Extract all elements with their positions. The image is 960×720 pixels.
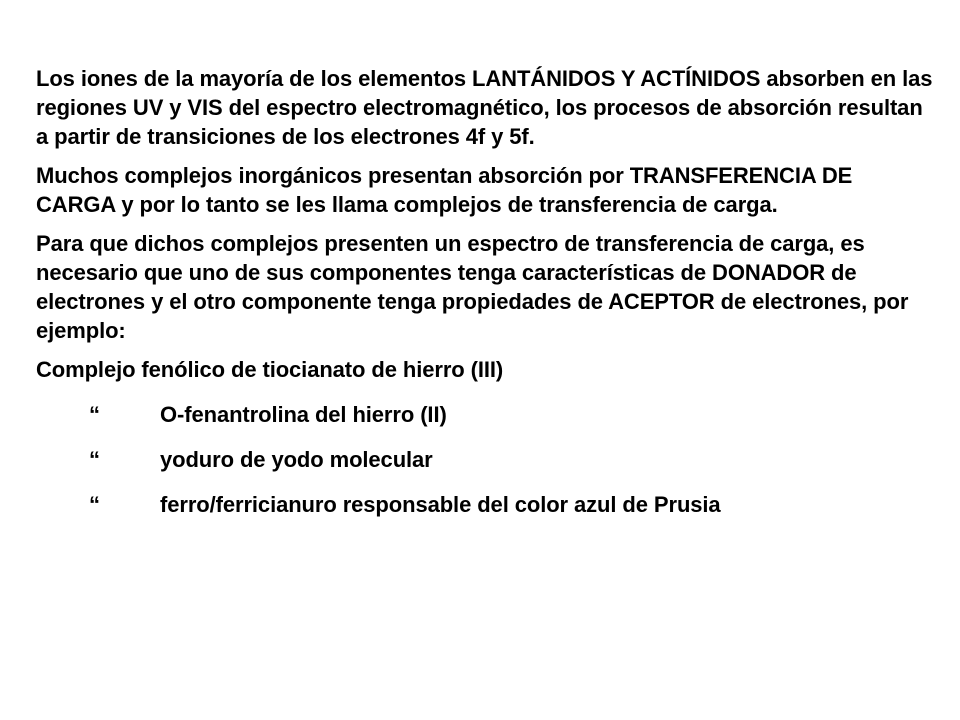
example-text: Complejo fenólico de tiocianato de hierro (III) bbox=[36, 357, 504, 382]
example-text: yoduro de yodo molecular bbox=[160, 447, 433, 472]
slide-content bbox=[36, 64, 936, 535]
example-item-2 bbox=[36, 400, 936, 429]
example-item-3 bbox=[36, 445, 936, 474]
example-item-1 bbox=[36, 355, 936, 384]
ditto-mark: “ bbox=[89, 402, 100, 427]
example-item-4 bbox=[36, 490, 936, 519]
paragraph-charge-transfer: Muchos complejos inorgánicos presentan absorción por TRANSFERENCIA DE CARGA y por lo tanto se les llama complejos de transferencia de carga. bbox=[36, 163, 853, 217]
example-text: O-fenantrolina del hierro (II) bbox=[160, 402, 447, 427]
example-text: ferro/ferricianuro responsable del color azul de Prusia bbox=[160, 492, 721, 517]
ditto-mark: “ bbox=[89, 492, 100, 517]
ditto-mark: “ bbox=[89, 447, 100, 472]
paragraph-lanthanides: Los iones de la mayoría de los elementos LANTÁNIDOS Y ACTÍNIDOS absorben en las regiones UV y VIS del espectro electromagnético, los procesos de absorción resultan a partir de transiciones de los electrones 4f y 5f. bbox=[36, 66, 933, 149]
paragraph-donor-acceptor: Para que dichos complejos presenten un espectro de transferencia de carga, es necesario que uno de sus componentes tenga características de DONADOR de electrones y el otro componente tenga propiedades de ACEPTOR de electrones, por ejemplo: bbox=[36, 231, 909, 343]
